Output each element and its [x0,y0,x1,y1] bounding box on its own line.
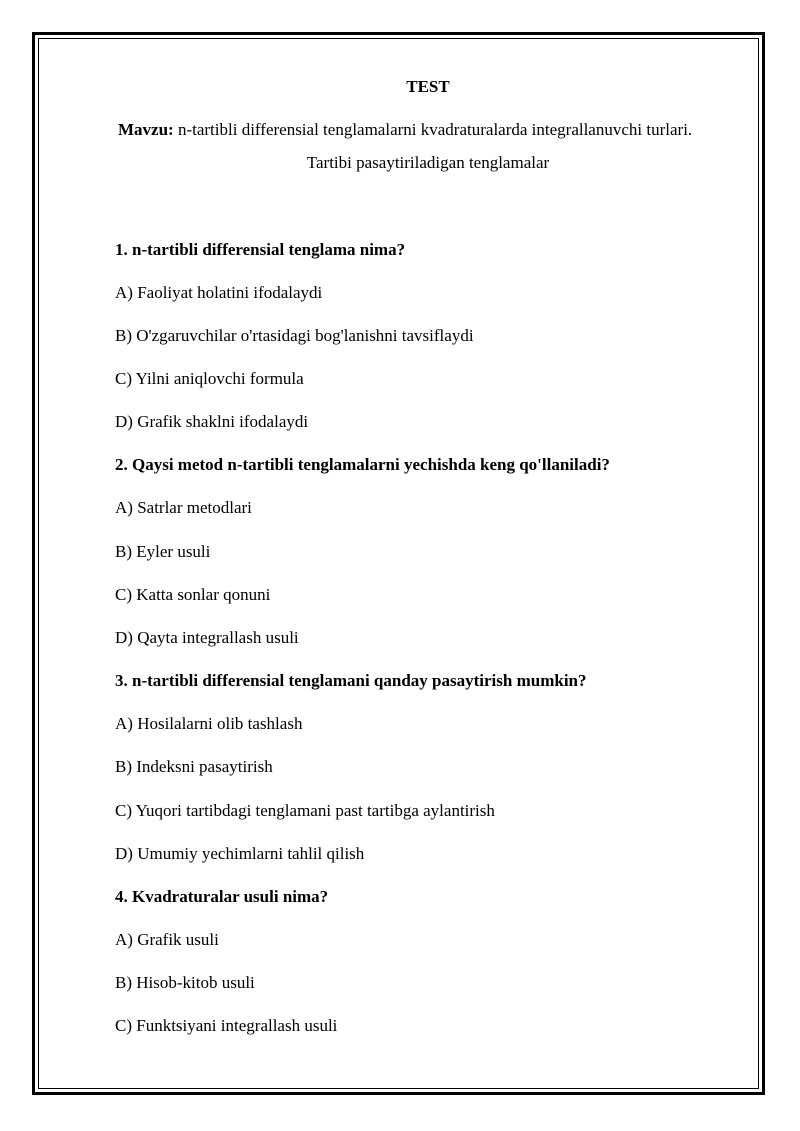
topic-text-1: n-tartibli differensial tenglamalarni kvadraturalarda integrallanuvchi turlari. [177,120,693,139]
question-4: 4. Kvadraturalar usuli nima? [115,887,329,906]
question-4-option-c: C) Funktsiyani integrallash usuli [115,1016,338,1035]
question-3: 3. n-tartibli differensial tenglamani qanday pasaytirish mumkin? [115,671,587,690]
question-2-option-d: D) Qayta integrallash usuli [115,628,299,647]
topic-line-1 [118,120,692,140]
question-1-option-d: D) Grafik shaklni ifodalaydi [115,412,309,431]
question-2-option-c: C) Katta sonlar qonuni [115,585,271,604]
question-4-option-b: B) Hisob-kitob usuli [115,973,255,992]
topic-line-2: Tartibi pasaytiriladigan tenglamalar [306,153,550,172]
question-3-option-a: A) Hosilalarni olib tashlash [115,714,303,733]
question-2-option-b: B) Eyler usuli [115,542,211,561]
question-1-option-b: B) O'zgaruvchilar o'rtasidagi bog'lanishni tavsiflaydi [115,326,474,345]
question-4-option-a: A) Grafik usuli [115,930,219,949]
question-1-option-a: A) Faoliyat holatini ifodalaydi [115,283,323,302]
question-3-option-c: C) Yuqori tartibdagi tenglamani past tartibga aylantirish [115,801,495,820]
question-2: 2. Qaysi metod n-tartibli tenglamalarni yechishda keng qo'llaniladi? [115,455,610,474]
topic-label: Mavzu: [118,120,174,139]
question-1-option-c: C) Yilni aniqlovchi formula [115,369,304,388]
question-1: 1. n-tartibli differensial tenglama nima? [115,240,406,259]
question-3-option-d: D) Umumiy yechimlarni tahlil qilish [115,844,365,863]
question-3-option-b: B) Indeksni pasaytirish [115,757,273,776]
question-2-option-a: A) Satrlar metodlari [115,498,252,517]
document-title: TEST [406,77,450,96]
